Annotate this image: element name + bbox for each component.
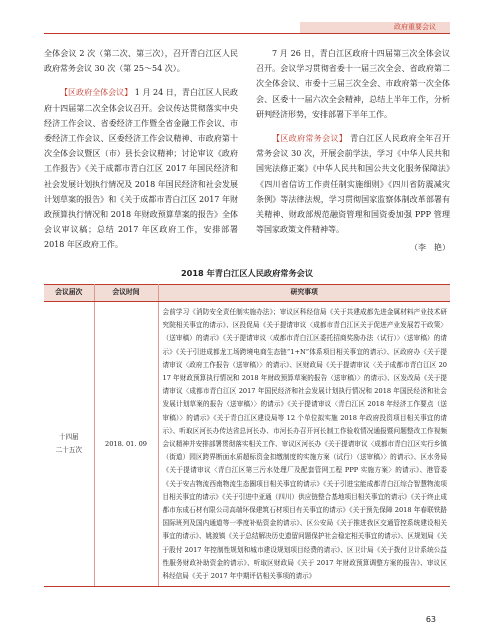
plenary-text: 1 月 24 日，青白江区人民政府十四届第二次全体会议召开。会议传达贯彻落实中央经济工作会议、省委经济工作暨全省金融工作会议、市委经济工作会议、区委经济工作会议精神、市政府第十次全体会议暨区（市）县长会议精神；讨论审议《政府工作报告》《关于成都市青白江区 2017 年国民经济和社会发展计划执行情况及 2018 年国民经济和社会发展计划草案的报告》和《关于成都市青白江区 2017 年财政预算执行情况和 2018 年财政预算草案的报告》全体会议审议稿；总结 2017 年区政府工作，安排部署 2018 年区政府工作。: [44, 88, 238, 250]
right-paragraph-1: 7 月 26 日，青白江区政府十四届第三次全体会议召开。会议学习贯彻省委十一届三次全会、省政府第二次全体会议、市委十三届三次全会、市政府第一次全体会、区委十一届六次全会精神，总结上半年工作，分析研判经济形势，安排部署下半年工作。: [256, 49, 450, 119]
table-header-row: [44, 285, 450, 302]
session-line-2: 二十五次: [55, 446, 82, 455]
table-title: 2018 年青白江区人民政府常务会议: [180, 268, 314, 278]
meetings-table: [44, 284, 450, 587]
cell-matters: 会前学习《消防安全责任制实施办法》；审议区科经信局《关于共建成都先进金属材料产业技术研究院相关事宜的请示》、区投促局《关于提请审议〈成都市青白江区关于促进产业发展若干政策〉（送审稿）的请示》《关于提请审议〈成都市青白江区委托招商奖励办法（试行）〉（送审稿）的请示》《关于引进成都龙工场跨境电商生态链“1+N”体系项目相关事宜的请示》、区政府办《关于提请审议〈政府工作报告（送审稿）〉的请示》、区财政局《关于提请审议〈关于成都市青白江区 2017 年财政预算执行情况和 2018 年财政预算草案的报告（送审稿）〉的请示》、区发改局《关于提请审议〈成都市青白江区 2017 年国民经济和社会发展计划执行情况和 2018 年国民经济和社会发展计划草案的报告（送审稿）〉的请示》《关于提请审议〈青白江区 2018 年经济工作要点（送审稿）〉的请示》《关于青白江区建设局等 12 个单位拟实施 2018 年政府投资项目相关事宜的请示》、听取区河长办传达省总河长办、市河长办召开河长制工作验收情况通报暨问题整改工作视频会议精神并安排部署贯彻落实相关工作、审议区河长办《关于提请审议〈成都市青白江区实行乡镇（街道）园区跨界断面水质超标资金扣缴制度的实施方案（试行）（送审稿）〉的请示》、区水务局《关于提请审议〈青白江区第三污水处理厂及配套管网工程 PPP 实施方案〉的请示》、港管委《关于安吉物流西南物流生态圈项目相关事宜的请示》《关于引进宝能成都青白江综合智慧物流项目相关事宜的请示》《关于引进中亚通（四川）供应链整合基地项目相关事宜的请示》《关于终止成都市东成石材有限公司高端环保建筑石材项目有关事宜的请示》《关于预先保障 2018 年春联铁路国际班列及国内通道等一季度补贴资金的请示》、区公安局《关于推进我区交通管控系统建设相关事宜的请示》、姚渡镇《关于总结解决历史遗留问题保护社会稳定相关事宜的请示》、区规划局《关于股付 2017 年控制性规划和城市建设规划项目经费的请示》、区卫计局《关于拨付卫计系统公益性服务财政补助资金的请示》、听取区财政局《关于 2017 年财政预算调整方案的报告》、审议区科经信局《关于 2017 年中期评估相关事项的请示》: [158, 302, 450, 587]
session-line-1: 十四届: [58, 432, 79, 441]
table-row: [44, 302, 450, 587]
section-tag-plenary: 【区政府全体会议】: [60, 88, 133, 98]
right-column: [256, 46, 450, 256]
section-tag-executive: 【区政府常务会议】: [272, 134, 348, 144]
left-column: [44, 46, 238, 253]
left-paragraph-2: [44, 85, 238, 252]
cell-session: [44, 302, 94, 587]
header-divider: [44, 33, 450, 34]
header-matters: 研究事项: [158, 285, 450, 302]
right-paragraph-2: [256, 131, 450, 237]
author-signature: （李 艳）: [410, 243, 450, 253]
section-title: 政府重要会议: [394, 23, 436, 31]
header-session: 会议届次: [44, 285, 94, 302]
left-paragraph-1: 全体会议 2 次（第二次、第三次），召开青白江区人民政府常务会议 30 次（第 25～54 次）。: [44, 49, 238, 74]
executive-text: 青白江区人民政府全年召开常务会议 30 次，开展会前学法，学习《中华人民共和国宪法修正案》《中华人民共和国公共文化服务保障法》《四川省信访工作责任制实施细则》《四川省防震减灾条例》等法律法规，学习贯彻国家监察体制改革部署有关精神、财政部规范融资管理和国资委加强 PPP 管理等国家政策文件精神等。: [256, 134, 451, 235]
page-number: 63: [425, 615, 436, 624]
cell-date: 2018. 01. 09: [94, 302, 158, 587]
header-date: 会议时间: [94, 285, 158, 302]
